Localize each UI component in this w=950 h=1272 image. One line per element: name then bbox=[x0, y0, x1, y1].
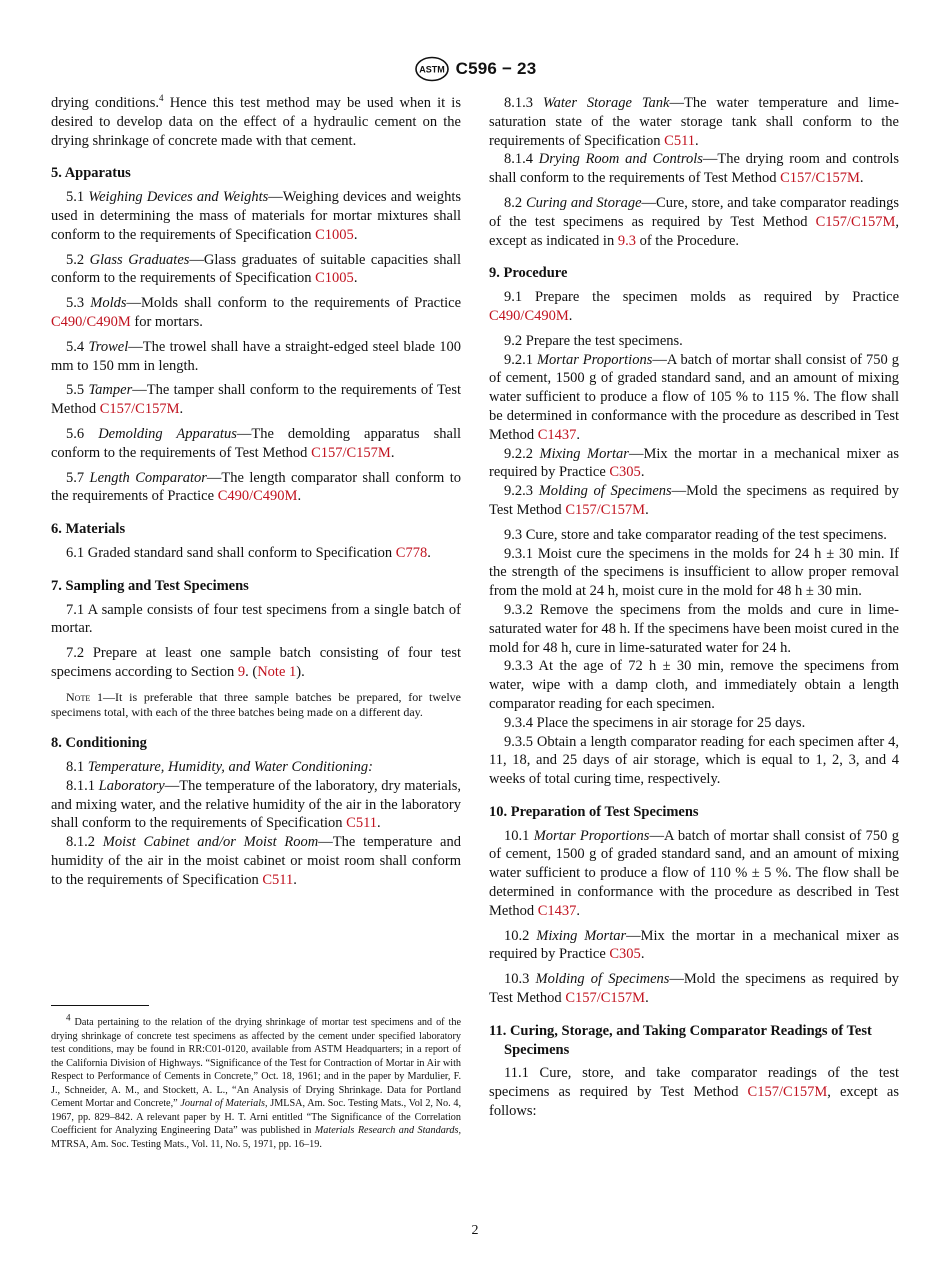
ref-link[interactable]: C157/C157M bbox=[815, 213, 896, 230]
section-6-heading: 6. Materials bbox=[51, 521, 126, 538]
ref-link[interactable]: C305 bbox=[609, 464, 641, 481]
astm-logo-icon bbox=[414, 56, 450, 82]
paragraph-9-3-5: 9.3.5 Obtain a length comparator reading for each specimen after 4, 11, 18, and 25 days of air storage, which is equal to 1, 2, 3, and 4 weeks of total curing time, respectively. bbox=[489, 733, 899, 788]
paragraph-5-5: 5.5 Tamper—The tamper shall conform to the requirements of Test Method C157/C157M. bbox=[51, 382, 461, 418]
section-5-heading: 5. Apparatus bbox=[51, 165, 131, 182]
paragraph-9-3-3: 9.3.3 At the age of 72 h ± 30 min, remove the specimens from water, wipe with a damp cloth, and immediately obtain a length comparator reading for each specimen. bbox=[489, 658, 899, 712]
paragraph-8-2: 8.2 Curing and Storage—Cure, store, and take comparator readings of the test specimens as required by Test Method C157/C157M, except as indicated in 9.3 of the Procedure. bbox=[489, 194, 899, 249]
note-1: Note 1—It is preferable that three sample batches be prepared, for twelve specimens total, with each of the three batches being made on a different day. bbox=[51, 689, 461, 719]
paragraph-9-3: 9.3 Cure, store and take comparator reading of the test specimens. bbox=[504, 526, 887, 543]
paragraph-5-4: 5.4 Trowel—The trowel shall have a straight-edged steel blade 100 mm to 150 mm in length. bbox=[51, 338, 461, 374]
paragraph-5-6: 5.6 Demolding Apparatus—The demolding apparatus shall conform to the requirements of Test Method C157/C157M. bbox=[51, 425, 462, 461]
ref-link[interactable]: C511 bbox=[262, 871, 294, 888]
paragraph-9-2-1: 9.2.1 Mortar Proportions—A batch of mortar shall consist of 750 g of cement, 1500 g of graded standard sand, and an amount of mixing water sufficient to produce a flow of 105 % to 115 %. The flow shall be determined in conformance with the procedure as described in Test Method C1437. bbox=[489, 351, 900, 443]
section-7-heading: 7. Sampling and Test Specimens bbox=[51, 577, 249, 594]
ref-link[interactable]: C511 bbox=[664, 132, 696, 149]
ref-link[interactable]: C490/C490M bbox=[51, 313, 131, 330]
ref-link[interactable]: C157/C157M bbox=[565, 990, 646, 1007]
paragraph-8-1-1: 8.1.1 Laboratory—The temperature of the laboratory, dry materials, and mixing water, and the relative humidity of the air in the laboratory shall conform to the requirements of Specification C511. bbox=[51, 777, 461, 832]
footnote-marker[interactable]: 4 bbox=[159, 93, 164, 104]
ref-link[interactable]: C157/C157M bbox=[747, 1084, 828, 1101]
ref-link[interactable]: C305 bbox=[609, 946, 641, 963]
ref-link[interactable]: C511 bbox=[346, 815, 378, 832]
ref-link[interactable]: 9 bbox=[237, 663, 246, 680]
ref-link[interactable]: C1437 bbox=[537, 902, 577, 919]
section-8-heading: 8. Conditioning bbox=[51, 735, 147, 752]
paragraph-5-2: 5.2 Glass Graduates—Glass graduates of suitable capacities shall conform to the requirements of Specification C1005. bbox=[51, 251, 461, 287]
paragraph-10-1: 10.1 Mortar Proportions—A batch of mortar shall consist of 750 g of cement, 1500 g of graded standard sand, and an amount of mixing water sufficient to produce a flow of 110 % ± 5 %. The flow shall be determined in conformance with the procedure as described in Test Method C1437. bbox=[489, 827, 899, 919]
ref-link[interactable]: C1005 bbox=[315, 226, 354, 243]
paragraph-5-1: 5.1 Weighing Devices and Weights—Weighing devices and weights used in determining the mass of materials for mortar mixtures shall conform to the requirements of Specification C1005. bbox=[51, 189, 462, 243]
ref-link[interactable]: C490/C490M bbox=[217, 488, 298, 505]
paragraph-9-3-2: 9.3.2 Remove the specimens from the molds and cure in lime-saturated water for 48 h. If the specimens have been moist cured in the mold for 48 h, cure in lime-saturated water for 24 h. bbox=[489, 601, 899, 656]
footnote-4: $^4$ Data pertaining to the relation of the drying shrinkage of mortar test specimens and of the drying shrinkage of concrete test specimens as affected by the cement under specified laboratory test conditions, may be found in RR:C01-0120, available from ASTM Headquarters; in a report of the California Division of Highways. “Significance of the Test for Contraction of Mortar in Air with Respect to Performance of Cements in Concrete,” Oct. 18, 1961; and in the paper by Mardulier, F. J., Schneider, A. M., and Stockett, A. L., “An Analysis of Drying Shrinkage. Data for Portland Cement Mortar and Concrete,” Journal of Materials, JMLSA, Am. Soc. Testing Mats., Vol 2, No. 4, 1967, pp. 829–842. A relevant paper by H. T. Arni entitled “The Significance of the Correlation Coefficient for Analyzing Engineering Data” was published in Materials Research and Standards, MTRSA, Am. Soc. Testing Mats., Vol. 11, No. 5, 1971, pp. 16–19. bbox=[51, 1012, 462, 1150]
note-link[interactable]: Note 1 bbox=[257, 663, 297, 680]
section-9-heading: 9. Procedure bbox=[489, 265, 568, 282]
ref-link[interactable]: 9.3 bbox=[617, 232, 636, 249]
paragraph-9-3-4: 9.3.4 Place the specimens in air storage for 25 days. bbox=[504, 714, 806, 731]
paragraph-7-1: 7.1 A sample consists of four test specimens from a single batch of mortar. bbox=[51, 601, 461, 637]
paragraph-9-1: 9.1 Prepare the specimen molds as required by Practice C490/C490M. bbox=[489, 289, 899, 324]
section-11-heading: 11. Curing, Storage, and Taking Comparator Readings of Test Specimens bbox=[489, 1022, 872, 1058]
ref-link[interactable]: C157/C157M bbox=[565, 501, 646, 518]
paragraph-10-2: 10.2 Mixing Mortar—Mix the mortar in a mechanical mixer as required by Practice C305. bbox=[489, 927, 900, 963]
left-column bbox=[51, 94, 461, 890]
svg-text:ASTM: ASTM bbox=[418, 64, 445, 75]
ref-link[interactable]: C778 bbox=[395, 544, 428, 561]
paragraph-9-2-3: 9.2.3 Molding of Specimens—Mold the specimens as required by Test Method C157/C157M. bbox=[489, 483, 900, 518]
section-10-heading: 10. Preparation of Test Specimens bbox=[489, 803, 699, 820]
ref-link[interactable]: C490/C490M bbox=[489, 307, 569, 324]
ref-link[interactable]: C1005 bbox=[315, 270, 354, 287]
page-number: 2 bbox=[471, 1223, 479, 1238]
paragraph-6-1: 6.1 Graded standard sand shall conform to Specification C778. bbox=[66, 544, 431, 561]
ref-link[interactable]: C1437 bbox=[537, 426, 577, 443]
paragraph-9-2: 9.2 Prepare the test specimens. bbox=[504, 332, 683, 349]
ref-link[interactable]: C157/C157M bbox=[780, 170, 860, 187]
paragraph-10-3: 10.3 Molding of Specimens—Mold the specimens as required by Test Method C157/C157M. bbox=[489, 971, 900, 1007]
ref-link[interactable]: C157/C157M bbox=[99, 401, 180, 418]
footnote-divider bbox=[51, 1005, 149, 1006]
paragraph-9-3-1: 9.3.1 Moist cure the specimens in the molds for 24 h ± 30 min. If the strength of the specimens is insufficient to allow proper removal from the mold at 24 h, moist cure in the mold for 48 h ± 30 min. bbox=[489, 545, 899, 600]
paragraph-5-7: 5.7 Length Comparator—The length comparator shall conform to the requirements of Practice C490/C490M. bbox=[51, 469, 462, 505]
intro-paragraph: drying conditions.$^4$ Hence this test method may be used when it is desired to develop data on the effect of a hydraulic cement on the drying shrinkage of concrete made with that cement. bbox=[51, 93, 461, 149]
paragraph-7-2: 7.2 Prepare at least one sample batch consisting of four test specimens according to Section 9. (Note 1). bbox=[51, 645, 461, 680]
paragraph-11-1: 11.1 Cure, store, and take comparator readings of the test specimens as required by Test Method C157/C157M, except as follows: bbox=[489, 1065, 899, 1120]
paragraph-9-2-2: 9.2.2 Mixing Mortar—Mix the mortar in a mechanical mixer as required by Practice C305. bbox=[489, 445, 899, 481]
paragraph-8-1-4: 8.1.4 Drying Room and Controls—The drying room and controls shall conform to the requirements of Test Method C157/C157M. bbox=[489, 151, 900, 187]
paragraph-8-1: 8.1 Temperature, Humidity, and Water Conditioning: bbox=[66, 758, 373, 775]
paragraph-8-1-2: 8.1.2 Moist Cabinet and/or Moist Room—The temperature and humidity of the air in the moist cabinet or moist room shall conform to the requirements of Specification C511. bbox=[51, 834, 461, 888]
paragraph-5-3: 5.3 Molds—Molds shall conform to the requirements of Practice C490/C490M for mortars. bbox=[51, 295, 462, 330]
page-header bbox=[0, 54, 950, 84]
right-column bbox=[489, 94, 899, 1121]
paragraph-8-1-3: 8.1.3 Water Storage Tank—The water temperature and lime-saturation state of the water storage tank shall conform to the requirements of Specification C511. bbox=[489, 95, 899, 149]
document-designation: C596 − 23 bbox=[455, 58, 537, 78]
ref-link[interactable]: C157/C157M bbox=[311, 444, 391, 461]
